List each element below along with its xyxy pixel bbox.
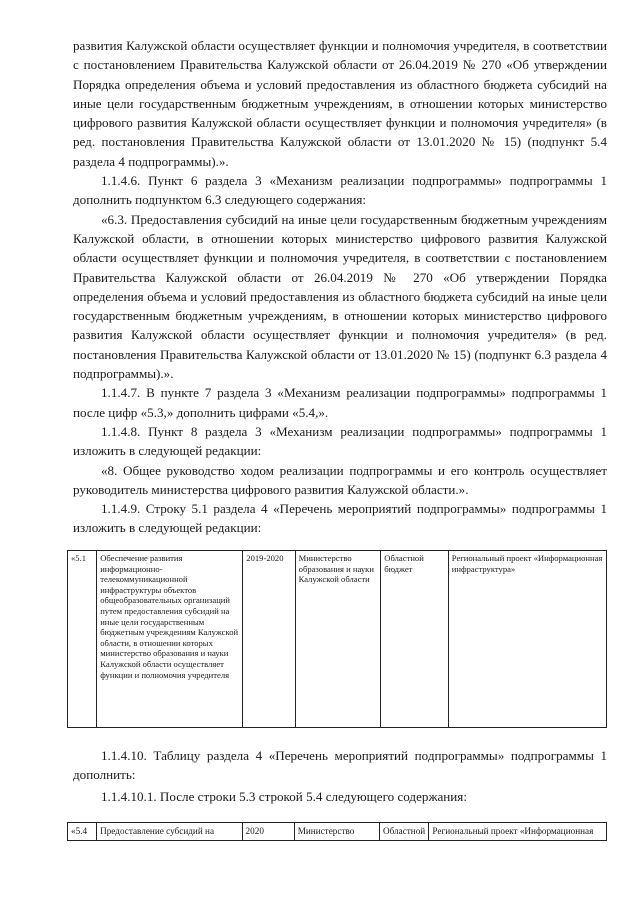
paragraph-1-1-4-7: 1.1.4.7. В пункте 7 раздела 3 «Механизм реализации подпрограммы» подпрограммы 1 после цифр «5.3,» дополнить цифрами «5.4,». [73, 385, 607, 420]
table-row [68, 823, 607, 841]
regional-project: Региональный проект «Информационная инфраструктура» [448, 551, 606, 728]
activity-years: 2019-2020 [243, 551, 295, 728]
activity-table-row-5-4 [67, 822, 607, 841]
paragraph-6-3-quote: «6.3. Предоставления субсидий на иные цели государственным бюджетным учреждениям Калужской области, в отношении которых министерство цифрового развития Калужской области осуществляет функции и полномочия учредителя, в соответствии с постановлением Правительства Калужской области от 26.04.2019 № 270 «Об утверждении Порядка определения объема и условий предоставления из областного бюджета субсидий на иные цели государственным бюджетным учреждениям, в отношении которых министерство цифрового развития Калужской области осуществляет функции и полномочия учредителя» (в ред. постановления Правительства Калужской области от 13.01.2020 № 15) (подпункт 6.3 раздела 4 подпрограммы).». [73, 211, 607, 382]
table-row [68, 551, 607, 728]
paragraph-1-1-4-10-1: 1.1.4.10.1. После строки 5.3 строкой 5.4 следующего содержания: [101, 788, 467, 804]
document-body-continued [73, 746, 607, 806]
activity-name: Предоставление субсидий на [97, 823, 242, 841]
document-body [73, 36, 607, 538]
regional-project: Региональный проект «Информационная [429, 823, 607, 841]
activity-years: 2020 [242, 823, 294, 841]
paragraph-1-1-4-6: 1.1.4.6. Пункт 6 раздела 3 «Механизм реализации подпрограммы» подпрограммы 1 дополнить подпунктом 6.3 следующего содержания: [73, 173, 607, 208]
paragraph-continuation: развития Калужской области осуществляет функции и полномочия учредителя, в соответствии с постановлением Правительства Калужской области от 26.04.2019 № 270 «Об утверждении Порядка определения объема и условий предоставления из областного бюджета субсидий на иные цели государственным бюджетным учреждениям, в отношении которых министерство цифрового развития Калужской области осуществляет функции и полномочия учредителя» (в ред. постановления Правительства Калужской области от 13.01.2020 № 15) (подпункт 5.4 раздела 4 подпрограммы).». [73, 38, 607, 169]
activity-executor: Министерство образования и науки Калужской области [295, 551, 381, 728]
activity-executor: Министерство [294, 823, 379, 841]
funding-source: Областной [379, 823, 428, 841]
row-number: «5.1 [68, 551, 97, 728]
paragraph-8-quote: «8. Общее руководство ходом реализации подпрограммы и его контроль осуществляет руководитель министерства цифрового развития Калужской области.». [73, 462, 607, 497]
paragraph-1-1-4-9: 1.1.4.9. Строку 5.1 раздела 4 «Перечень мероприятий подпрограммы» подпрограммы 1 изложить в следующей редакции: [73, 501, 607, 536]
activity-name: Обеспечение развития информационно-телекоммуникационной инфраструктуры объектов общеобразовательных организаций путем предоставления субсидий на иные цели государственным бюджетным учреждениям Калужской области, в отношении которых министерство образования и науки Калужской области осуществляет функции и полномочия учредителя [97, 551, 243, 728]
paragraph-1-1-4-8: 1.1.4.8. Пункт 8 раздела 3 «Механизм реализации подпрограммы» подпрограммы 1 изложить в следующей редакции: [73, 423, 607, 459]
row-number: «5.4 [68, 823, 97, 841]
paragraph-1-1-4-10: 1.1.4.10. Таблицу раздела 4 «Перечень мероприятий подпрограммы» подпрограммы 1 дополнить: [73, 748, 607, 783]
activity-table-row-5-1 [67, 550, 607, 728]
funding-source: Областной бюджет [381, 551, 449, 728]
